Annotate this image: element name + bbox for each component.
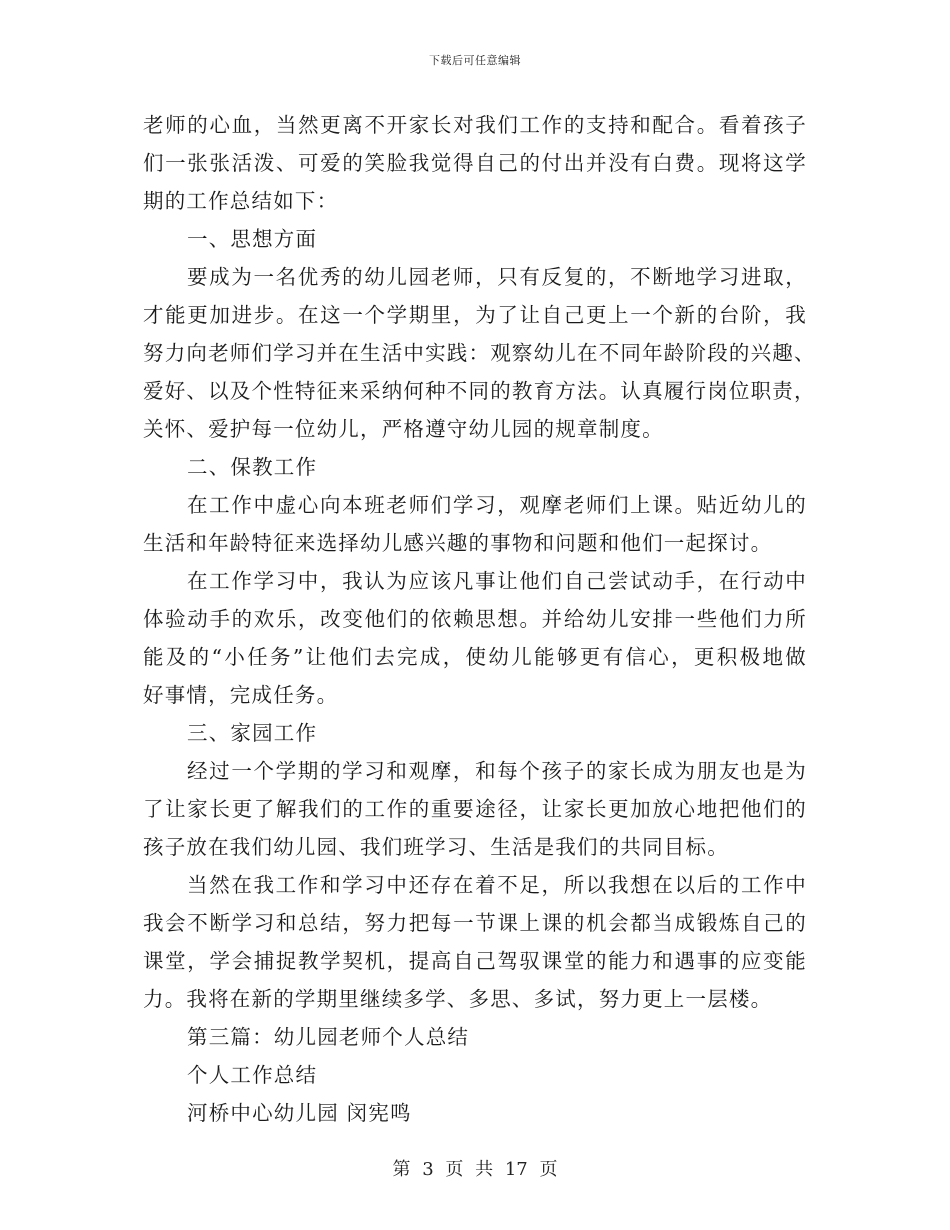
text-line: 才能更加进步。在这一个学期里，为了让自己更上一个新的台阶，我 xyxy=(143,303,807,327)
text-line: 生活和年龄特征来选择幼儿感兴趣的事物和问题和他们一起探讨。 xyxy=(143,531,773,555)
document-body xyxy=(143,106,816,1132)
text-line: 期的工作总结如下： xyxy=(143,189,339,213)
text-line: 要成为一名优秀的幼儿园老师，只有反复的，不断地学习进取， xyxy=(187,265,807,289)
text-line: 在工作学习中，我认为应该凡事让他们自己尝试动手，在行动中 xyxy=(187,569,807,593)
text-line: 老师的心血，当然更离不开家长对我们工作的支持和配合。看着孩子 xyxy=(143,113,807,137)
page-header: 下载后可任意编辑 xyxy=(429,54,521,67)
text-line: 我会不断学习和总结，努力把每一节课上课的机会都当成锻炼自己的 xyxy=(143,911,807,935)
text-line: 关怀、爱护每一位幼儿，严格遵守幼儿园的规章制度。 xyxy=(143,417,664,441)
text-line: 孩子放在我们幼儿园、我们班学习、生活是我们的共同目标。 xyxy=(143,835,729,859)
text-line: 好事情，完成任务。 xyxy=(143,683,339,707)
text-line: 体验动手的欢乐，改变他们的依赖思想。并给幼儿安排一些他们力所 xyxy=(143,607,807,631)
text-line: 河桥中心幼儿园 闵宪鸣 xyxy=(187,1101,412,1125)
text-line: 二、保教工作 xyxy=(187,455,318,479)
text-line: 力。我将在新的学期里继续多学、多思、多试，努力更上一层楼。 xyxy=(143,987,773,1011)
text-line: 经过一个学期的学习和观摩，和每个孩子的家长成为朋友也是为 xyxy=(187,759,807,783)
text-line: 们一张张活泼、可爱的笑脸我觉得自己的付出并没有白费。现将这学 xyxy=(143,151,807,175)
text-line: 第三篇：幼儿园老师个人总结 xyxy=(187,1025,470,1049)
page-footer: 第 3 页 共 17 页 xyxy=(392,1159,558,1180)
text-line: 努力向老师们学习并在生活中实践：观察幼儿在不同年龄阶段的兴趣、 xyxy=(143,341,816,365)
text-line: 当然在我工作和学习中还存在着不足，所以我想在以后的工作中 xyxy=(187,873,807,897)
text-line: 课堂，学会捕捉教学契机，提高自己驾驭课堂的能力和遇事的应变能 xyxy=(143,949,807,973)
text-line: 能及的“小任务”让他们去完成，使幼儿能够更有信心，更积极地做 xyxy=(143,645,807,669)
text-line: 个人工作总结 xyxy=(187,1063,318,1087)
text-line: 在工作中虚心向本班老师们学习，观摩老师们上课。贴近幼儿的 xyxy=(187,493,807,517)
text-line: 三、家园工作 xyxy=(187,721,318,745)
text-line: 了让家长更了解我们的工作的重要途径，让家长更加放心地把他们的 xyxy=(143,797,807,821)
text-line: 爱好、以及个性特征来采纳何种不同的教育方法。认真履行岗位职责， xyxy=(143,379,816,403)
text-line: 一、思想方面 xyxy=(187,227,318,251)
